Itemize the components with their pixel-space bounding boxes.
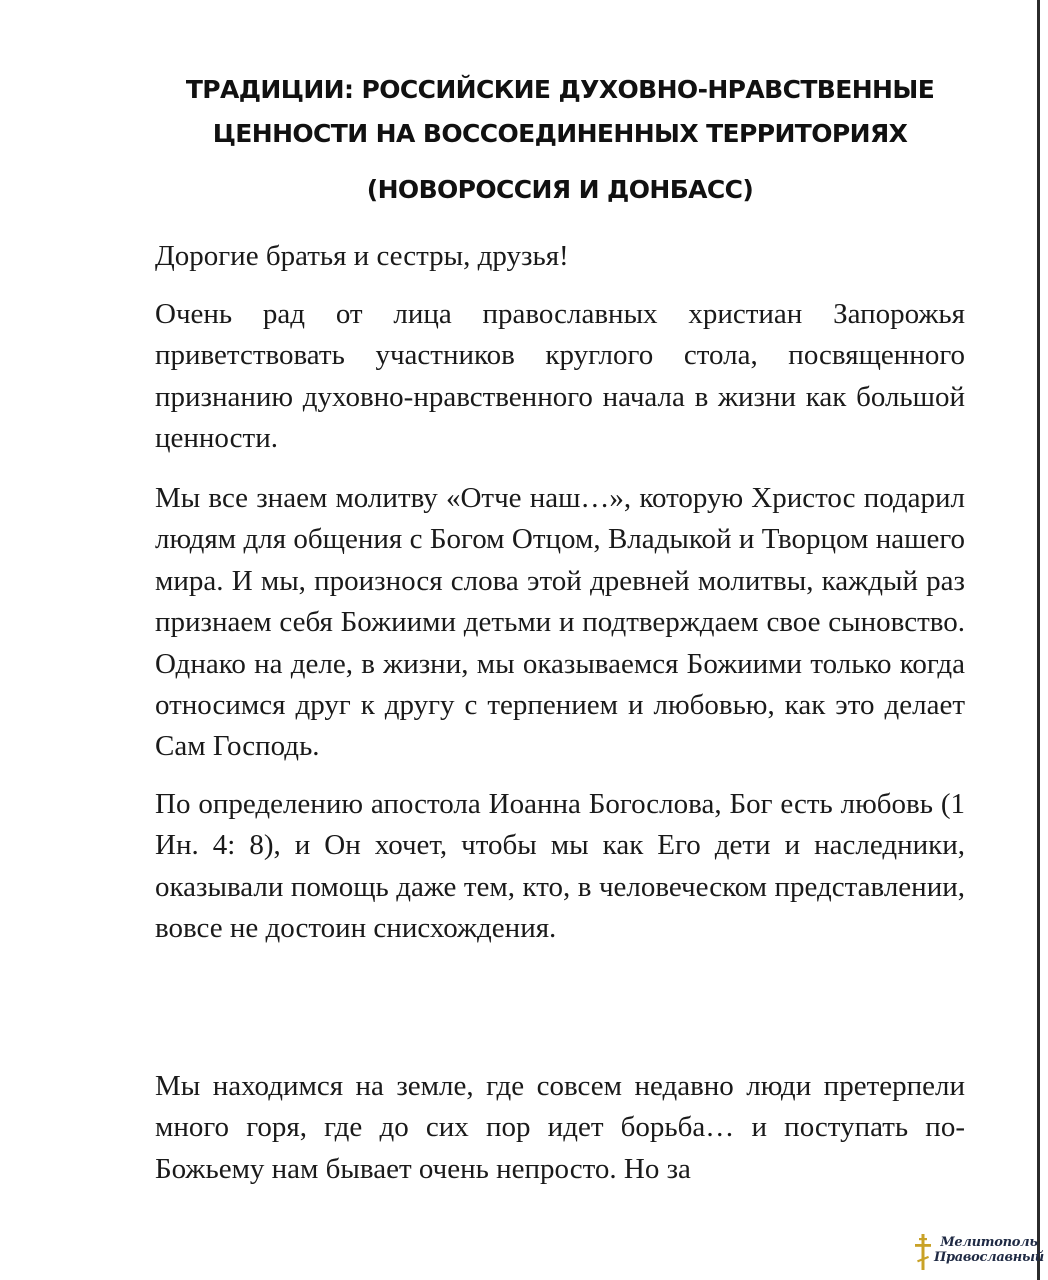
greeting: Дорогие братья и сестры, друзья! <box>155 240 569 272</box>
watermark-line-1: Мелитополь <box>940 1235 1038 1250</box>
document-heading <box>100 68 1020 212</box>
paragraph-4: Мы находимся на земле, где совсем недавно люди претерпели много горя, где до сих пор идет борьба… и поступать по-Божьему нам бывает очень непросто. Но за <box>155 1070 965 1185</box>
document-subtitle: (НОВОРОССИЯ И ДОНБАСС) <box>366 175 754 204</box>
watermark-line-2: Православный <box>934 1250 1044 1265</box>
orthodox-cross-icon <box>914 1234 932 1270</box>
paragraph-3: По определению апостола Иоанна Богослова, Бог есть любовь (1 Ин. 4: 8), и Он хочет, чтобы мы как Его дети и наследники, оказывали помощь даже тем, кто, в человеческом представлении, вовсе не достоин снисхождения. <box>155 788 965 945</box>
paragraph-1: Очень рад от лица православных христиан Запорожья приветствовать участников круглого стола, посвященного признанию духовно-нравственного начала в жизни как большой ценности. <box>155 298 965 455</box>
title-line-2: ЦЕННОСТИ НА ВОССОЕДИНЕННЫХ ТЕРРИТОРИЯХ <box>212 119 908 148</box>
page-edge-divider <box>1037 0 1040 1280</box>
watermark-logo <box>914 1232 1044 1272</box>
title-line-1: ТРАДИЦИИ: РОССИЙСКИЕ ДУХОВНО-НРАВСТВЕННЫЕ <box>185 75 935 104</box>
watermark-text <box>934 1235 1044 1265</box>
paragraph-2: Мы все знаем молитву «Отче наш…», которую Христос подарил людям для общения с Богом Отцом, Владыкой и Творцом нашего мира. И мы, произнося слова этой древней молитвы, каждый раз признаем себя Божиими детьми и подтверждаем свое сыновство. Однако на деле, в жизни, мы оказываемся Божиими только когда относимся друг к другу с терпением и любовью, как это делает Сам Господь. <box>155 482 965 763</box>
